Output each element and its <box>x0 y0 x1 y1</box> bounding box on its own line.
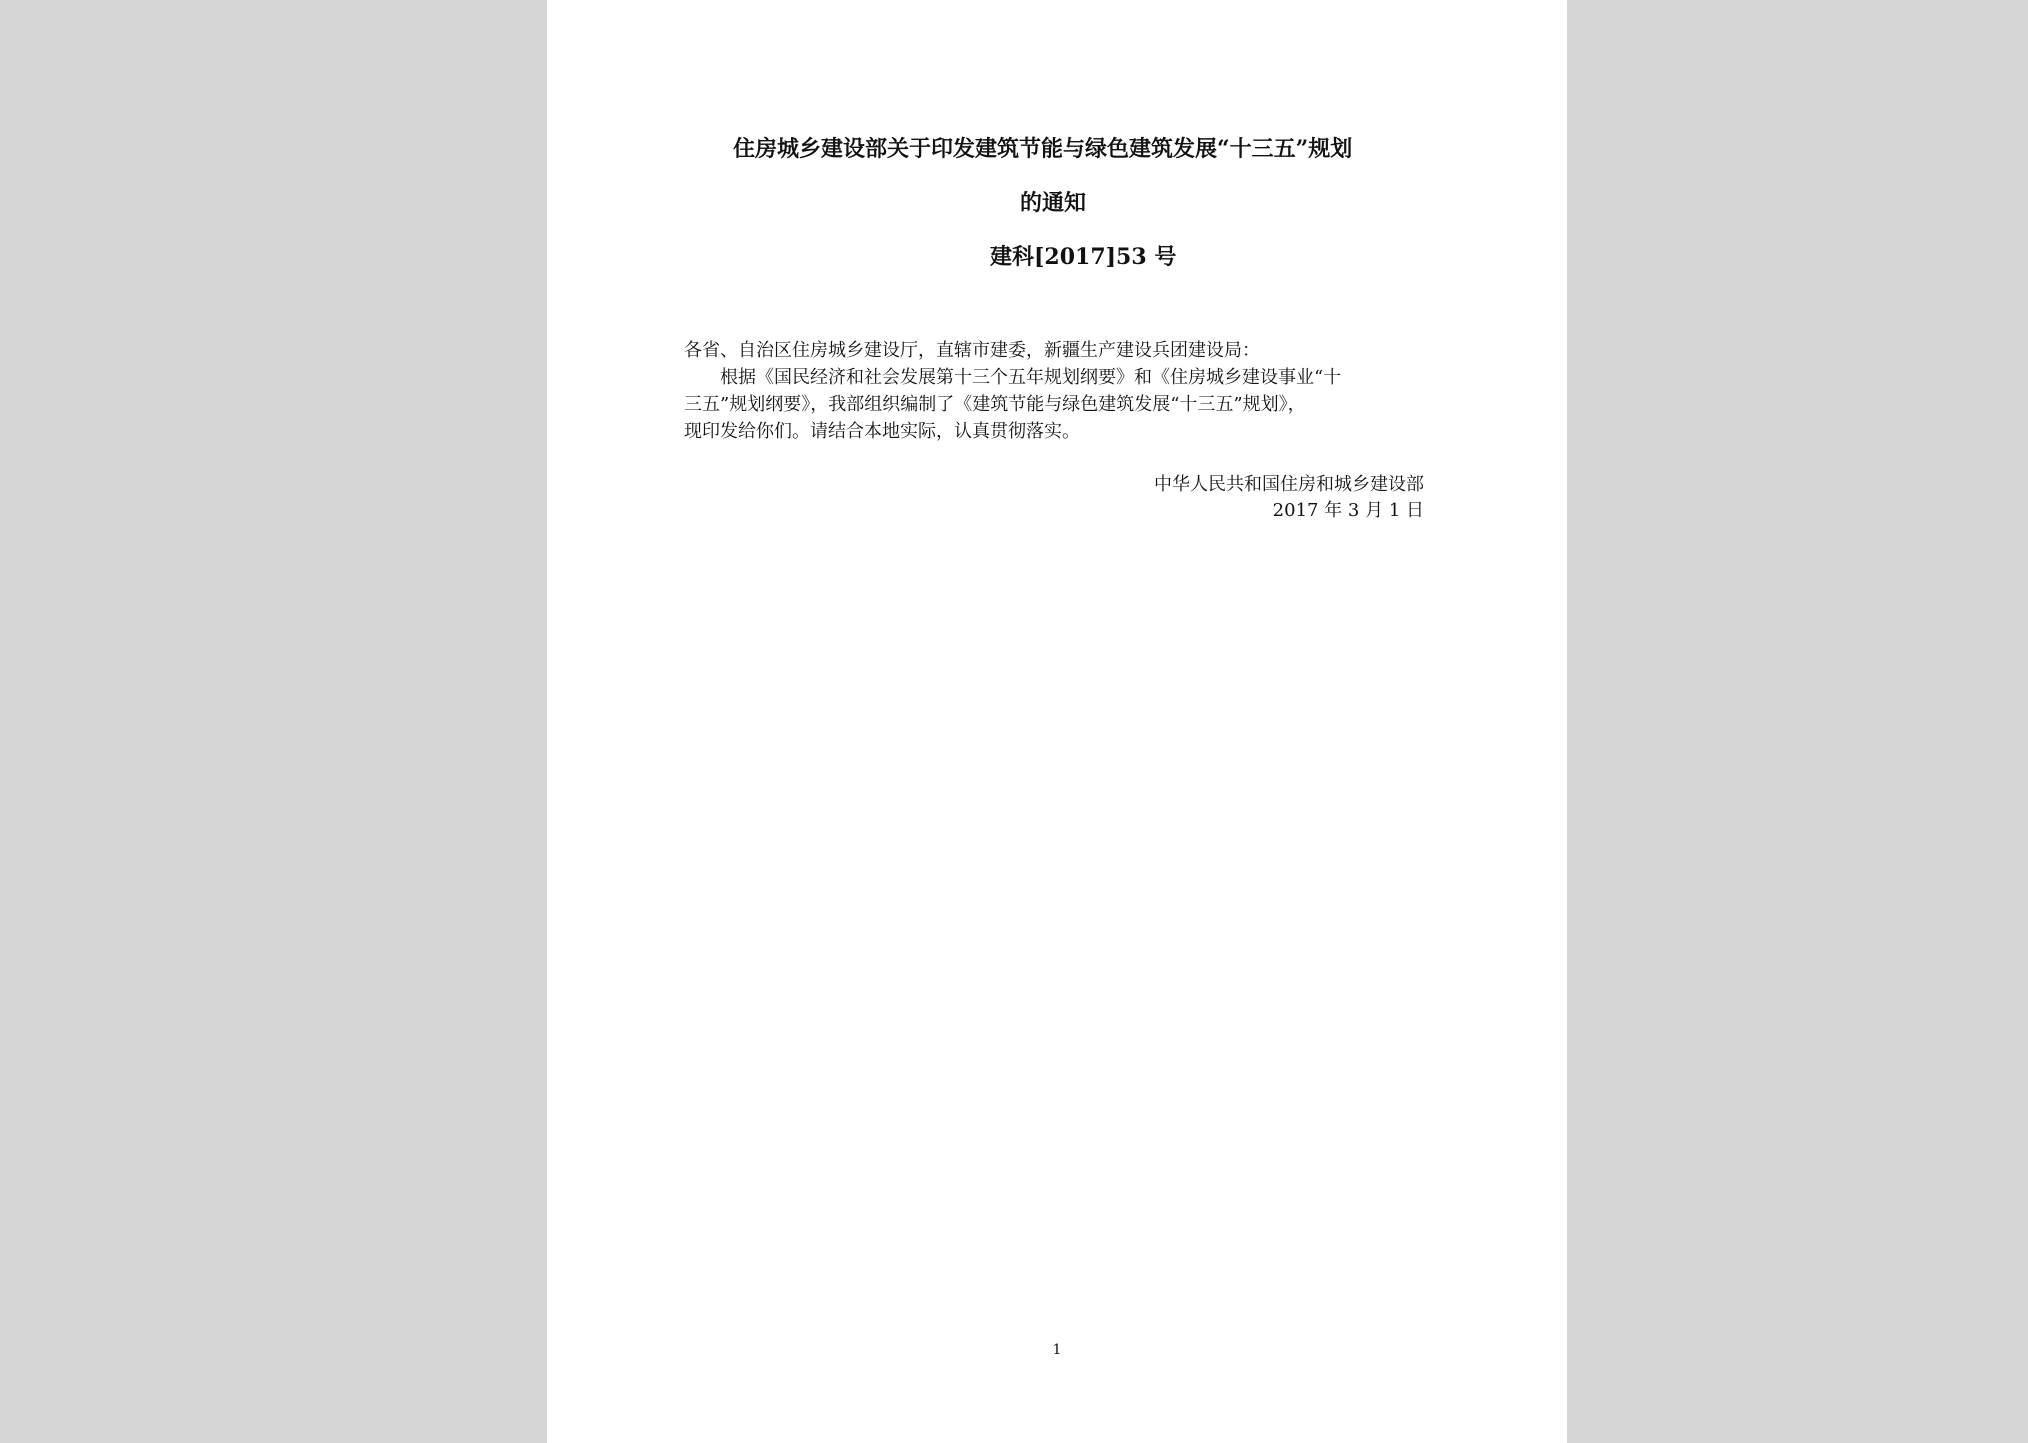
document-title-line-2: 的通知 <box>1020 190 1087 216</box>
body-line-3: 现印发给你们。请结合本地实际，认真贯彻落实。 <box>684 421 1080 442</box>
body-line-1: 根据《国民经济和社会发展第十三个五年规划纲要》和《住房城乡建设事业“十 <box>684 367 1342 388</box>
salutation: 各省、自治区住房城乡建设厅，直辖市建委，新疆生产建设兵团建设局： <box>684 340 1260 361</box>
document-title-line-1: 住房城乡建设部关于印发建筑节能与绿色建筑发展“十三五”规划 <box>733 136 1353 162</box>
document-number: 建科[2017]53 号 <box>990 244 1177 270</box>
document-page <box>547 0 1567 1443</box>
signature-date: 2017 年 3 月 1 日 <box>1272 500 1424 521</box>
body-line-2: 三五”规划纲要》，我部组织编制了《建筑节能与绿色建筑发展“十三五”规划》， <box>684 394 1306 415</box>
signature-organization: 中华人民共和国住房和城乡建设部 <box>1154 474 1424 495</box>
page-number: 1 <box>1052 1342 1062 1358</box>
